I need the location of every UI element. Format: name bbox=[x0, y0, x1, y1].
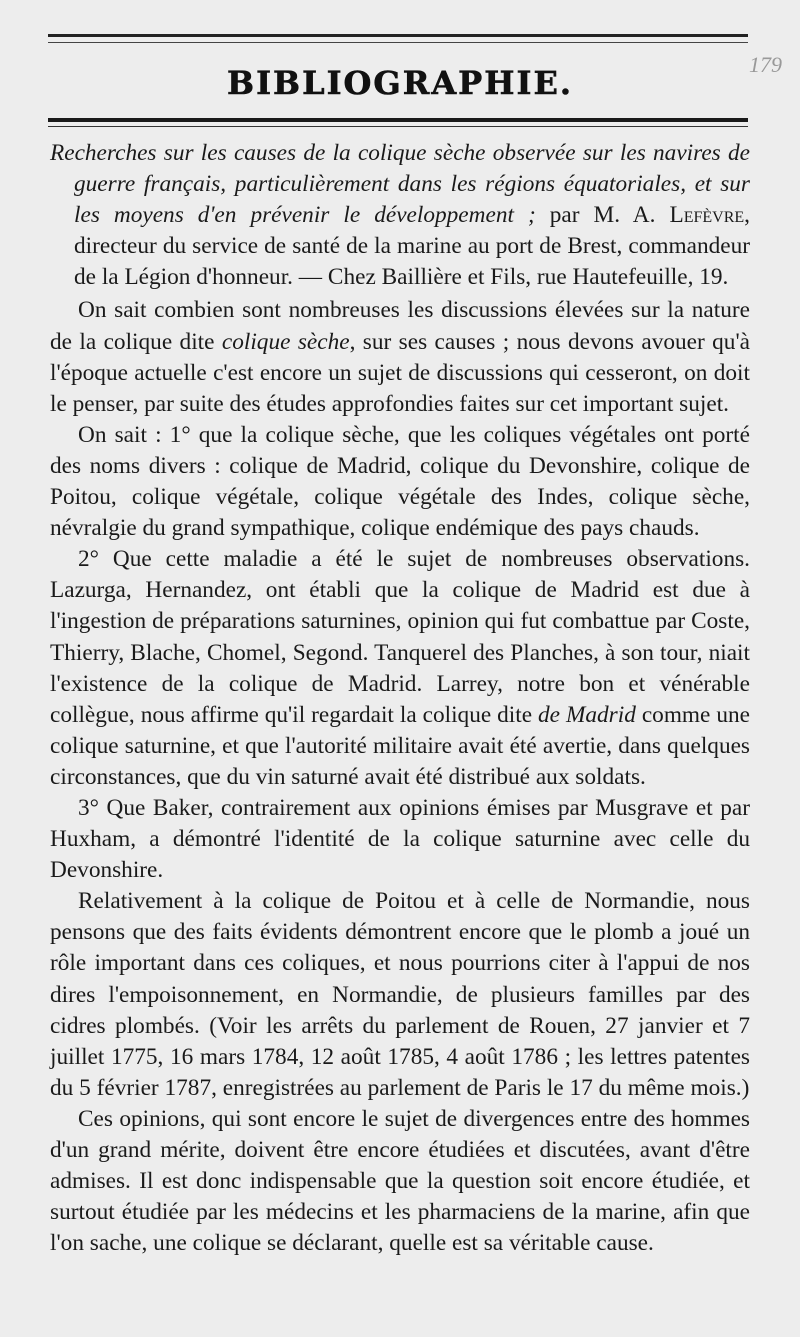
paragraph-1-italic: colique sèche bbox=[221, 328, 350, 355]
paragraph-1 bbox=[50, 295, 750, 419]
title-rule-thin bbox=[48, 126, 748, 127]
paragraph-1-text-b: , sur ses causes ; nous devons avouer qu'à l'époque actuelle c'est encore un sujet de discussions qui cesseront, on doit le penser, par suite des études approfondies faites sur cet important sujet. bbox=[50, 328, 750, 417]
header-rule bbox=[48, 34, 748, 37]
paragraph-3-text-a: 2° Que cette maladie a été le sujet de nombreuses observations. Lazurga, Hernandez, ont établi que la colique de Madrid est due à l'ingestion de préparations saturnines, opinion qui fut combattue par Coste, Thierry, Blache, Chomel, Segond. Tanquerel des Planches, à son tour, niait l'existence de la colique de Madrid. Larrey, notre bon et vénérable collègue, nous affirme qu'il regardait la colique dite bbox=[50, 546, 750, 728]
bibliographic-reference bbox=[50, 138, 750, 293]
page-number: 179 bbox=[749, 52, 782, 77]
title-rule bbox=[48, 118, 748, 122]
paragraph-3 bbox=[50, 544, 750, 793]
section-title: BIBLIOGRAPHIE. bbox=[227, 64, 573, 102]
paragraph-2: On sait : 1° que la colique sèche, que les coliques végétales ont porté des noms divers : colique de Madrid, colique du Devonshire, colique de Poitou, colique végétale, colique végétale des Indes, colique sèche, névralgie du grand sympathique, colique endémique des pays chauds. bbox=[50, 421, 750, 542]
reference-author-name: Lefèvre bbox=[669, 202, 745, 229]
reference-author-prefix: par M. A. bbox=[535, 202, 670, 229]
paragraph-3-italic: de Madrid bbox=[538, 701, 636, 728]
paragraph-6: Ces opinions, qui sont encore le sujet de divergences entre des hommes d'un grand mérite, doivent être encore étudiées et discutées, avant d'être admises. Il est donc indispensable que la question soit encore étudiée, et surtout étudiée par les médecins et les pharmaciens de la marine, afin que l'on sache, une colique se déclarant, quelle est sa véritable cause. bbox=[50, 1105, 750, 1257]
reference-title: Recherches sur les causes de la colique sèche observée sur les navires de guerre français, particulièrement dans les régions équatoriales, et sur les moyens d'en prévenir le développement ; bbox=[50, 140, 750, 229]
paragraph-5: Relativement à la colique de Poitou et à celle de Normandie, nous pensons que des faits évidents démontrent encore que le plomb a joué un rôle important dans ces coliques, et nous pourrions citer à l'appui de nos dires l'empoisonnement, en Normandie, de plusieurs familles par des cidres plombés. (Voir les arrêts du parlement de Rouen, 27 janvier et 7 juillet 1775, 16 mars 1784, 12 août 1785, 4 août 1786 ; les lettres patentes du 5 février 1787, enregistrées au parlement de Paris le 17 du même mois.) bbox=[50, 888, 750, 1101]
header-rule-thin bbox=[48, 42, 748, 43]
article-body bbox=[50, 138, 750, 1259]
paragraph-4: 3° Que Baker, contrairement aux opinions émises par Musgrave et par Huxham, a démontré l'identité de la colique saturnine avec celle du Devonshire. bbox=[50, 794, 750, 884]
paragraph-1-text-a: On sait combien sont nombreuses les discussions élevées sur la nature de la colique dite bbox=[50, 297, 750, 355]
paragraph-3-text-b: comme une colique saturnine, et que l'autorité militaire avait été avertie, dans quelques circonstances, que du vin saturné avait été distribué aux soldats. bbox=[50, 701, 750, 790]
reference-author-details: , directeur du service de santé de la marine au port de Brest, commandeur de la Légion d'honneur. — Chez Baillière et Fils, rue Hautefeuille, 19. bbox=[74, 202, 750, 291]
